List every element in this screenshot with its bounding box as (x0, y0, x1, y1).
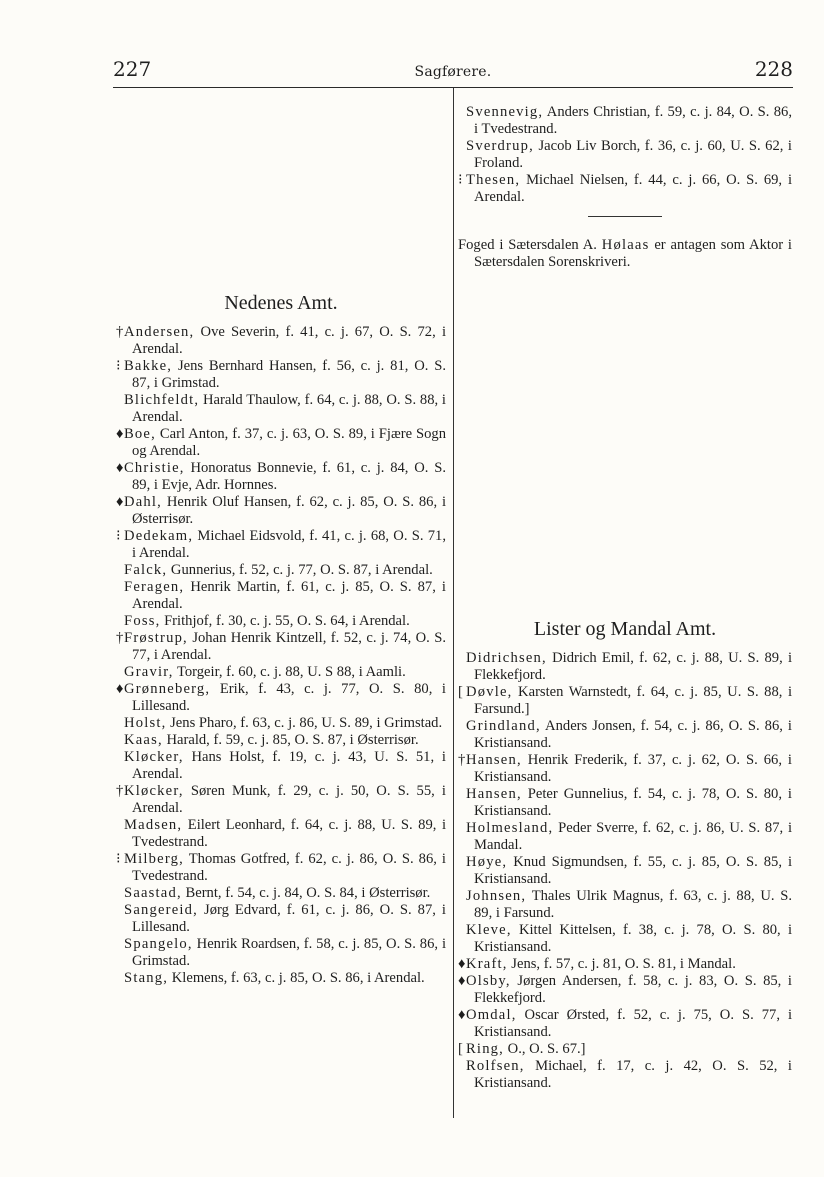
entry-details: Kittel Kittelsen, f. 38, c. j. 78, O. S. 80, i Kristiansand. (474, 922, 792, 955)
right-column-lower (458, 618, 792, 1092)
entry (116, 358, 446, 392)
entry-details: Peter Gunnelius, f. 54, c. j. 78, O. S. 80, i Kristiansand. (474, 786, 792, 819)
entry-details: Jens Pharo, f. 63, c. j. 86, U. S. 89, i Grimstad. (166, 715, 443, 731)
entry-details: Henrik Oluf Hansen, f. 62, c. j. 85, O. S. 86, i Østerrisør. (132, 494, 446, 527)
entry-surname: Holmesland, (466, 820, 554, 836)
entry-surname: Ring, (466, 1041, 505, 1057)
entry-details: Klemens, f. 63, c. j. 85, O. S. 86, i Arendal. (168, 970, 425, 986)
section-rule (588, 216, 662, 217)
entry (116, 562, 446, 579)
page-number-left: 227 (113, 57, 152, 81)
entry-surname: Madsen, (124, 817, 183, 833)
entry-details: Jørg Edvard, f. 61, c. j. 86, O. S. 87, i Lillesand. (132, 902, 446, 935)
entry-surname: Rolfsen, (466, 1058, 525, 1074)
entry (458, 650, 792, 684)
entry-details: Jens Bernhard Hansen, f. 56, c. j. 81, O. S. 87, i Grimstad. (132, 358, 446, 391)
entry (116, 613, 446, 630)
entry-details: Michael, f. 17, c. j. 42, O. S. 52, i Kristiansand. (474, 1058, 792, 1091)
entry-details: Jacob Liv Borch, f. 36, c. j. 60, U. S. 62, i Froland. (474, 138, 792, 171)
entry-details: Eilert Leonhard, f. 64, c. j. 88, U. S. 89, i Tvedestrand. (132, 817, 446, 850)
entry-details: Torgeir, f. 60, c. j. 88, U. S 88, i Aamli. (173, 664, 406, 680)
entry-surname: Boe, (124, 426, 156, 442)
entry-details: Anders Jonsen, f. 54, c. j. 86, O. S. 86, i Kristiansand. (474, 718, 792, 751)
entry (116, 494, 446, 528)
entry (458, 1058, 792, 1092)
entry (458, 138, 792, 172)
entry (116, 902, 446, 936)
page-number-right: 228 (754, 57, 793, 81)
entry-marker: ♦ (116, 460, 124, 476)
entry-details: Jens, f. 57, c. j. 81, O. S. 81, i Mandal. (507, 956, 736, 972)
entry-surname: Sverdrup, (466, 138, 534, 154)
entry-surname: Gravir, (124, 664, 174, 680)
column-divider (453, 88, 454, 1118)
entry (458, 854, 792, 888)
entry-details: Honoratus Bonnevie, f. 61, c. j. 84, O. S. 89, i Evje, Adr. Hornnes. (132, 460, 446, 493)
entry (116, 426, 446, 460)
entry-surname: Grønneberg, (124, 681, 211, 697)
entry-surname: Kløcker, (124, 783, 184, 799)
section-title-nedenes: Nedenes Amt. (224, 292, 338, 314)
entry (116, 392, 446, 426)
entry-marker: ⁝ (116, 528, 121, 544)
entry-surname: Sangereid, (124, 902, 199, 918)
entry-surname: Bakke, (124, 358, 173, 374)
entry-surname: Olsby, (466, 973, 511, 989)
entry-details: Henrik Roardsen, f. 58, c. j. 85, O. S. 86, i Grimstad. (132, 936, 446, 969)
entry-surname: Kløcker, (124, 749, 184, 765)
entry (458, 752, 792, 786)
entry-marker: [ (458, 1041, 463, 1057)
entry-surname: Feragen, (124, 579, 185, 595)
entry-details: Søren Munk, f. 29, c. j. 50, O. S. 55, i Arendal. (132, 783, 446, 816)
entry (116, 528, 446, 562)
entry-details: Erik, f. 43, c. j. 77, O. S. 80, i Lillesand. (132, 681, 446, 714)
entry-details: Thomas Gotfred, f. 62, c. j. 86, O. S. 86, i Tvedestrand. (132, 851, 446, 884)
entry-marker: ⁝ (458, 172, 463, 188)
entry (116, 851, 446, 885)
entry-surname: Saastad, (124, 885, 182, 901)
entry (458, 172, 792, 206)
entry (458, 104, 792, 138)
entry (116, 715, 446, 732)
entry (116, 783, 446, 817)
entry-details: Anders Christian, f. 59, c. j. 84, O. S. 86, i Tvedestrand. (474, 104, 792, 137)
entry-marker: ♦ (458, 973, 466, 989)
entry (458, 956, 792, 973)
entry-surname: Dahl, (124, 494, 163, 510)
entry-marker: † (116, 630, 124, 646)
entry-surname: Kraft, (466, 956, 508, 972)
entry (458, 718, 792, 752)
entry-surname: Kaas, (124, 732, 163, 748)
entry (116, 630, 446, 664)
entry-marker: † (458, 752, 466, 768)
entry-marker: ⁝ (116, 851, 121, 867)
entry-surname: Svennevig, (466, 104, 544, 120)
entry-marker: ♦ (458, 956, 466, 972)
entry-details: Jørgen Andersen, f. 58, c. j. 83, O. S. 85, i Flekkefjord. (474, 973, 792, 1006)
entry (458, 820, 792, 854)
entry-details: Karsten Warnstedt, f. 64, c. j. 85, U. S. 88, i Farsund.] (474, 684, 792, 717)
entry (458, 888, 792, 922)
entry-details: Henrik Frederik, f. 37, c. j. 62, O. S. 66, i Kristiansand. (474, 752, 792, 785)
entry-marker: ♦ (116, 681, 124, 697)
entry-marker: ⁝ (116, 358, 121, 374)
entry-marker: ♦ (116, 426, 124, 442)
entry (458, 1041, 792, 1058)
entry-details: Thales Ulrik Magnus, f. 63, c. j. 88, U. S. 89, i Farsund. (474, 888, 792, 921)
entry-marker: † (116, 783, 124, 799)
entry-surname: Døvle, (466, 684, 513, 700)
entry (458, 922, 792, 956)
entry-marker: † (116, 324, 124, 340)
entry-surname: Thesen, (466, 172, 521, 188)
notice-text (458, 237, 792, 271)
entry-list-continued (458, 104, 792, 206)
entry-list-lister-mandal (458, 650, 792, 1092)
entry-details: Peder Sverre, f. 62, c. j. 86, U. S. 87, i Mandal. (474, 820, 792, 853)
entry-details: Knud Sigmundsen, f. 55, c. j. 85, O. S. 85, i Kristiansand. (474, 854, 792, 887)
entry (116, 817, 446, 851)
entry-details: Oscar Ørsted, f. 52, c. j. 75, O. S. 77, i Kristiansand. (474, 1007, 792, 1040)
entry (116, 732, 446, 749)
entry (116, 324, 446, 358)
entry-surname: Hansen, (466, 752, 522, 768)
entry-marker: [ (458, 684, 463, 700)
notice-prefix: Foged i Sætersdalen A. (458, 237, 602, 253)
entry-surname: Andersen, (124, 324, 195, 340)
entry-details: Carl Anton, f. 37, c. j. 63, O. S. 89, i Fjære Sogn og Arendal. (132, 426, 446, 459)
entry-surname: Kleve, (466, 922, 512, 938)
entry-surname: Frøstrup, (124, 630, 188, 646)
entry-surname: Grindland, (466, 718, 541, 734)
running-header (113, 57, 793, 83)
entry-surname: Christie, (124, 460, 185, 476)
running-title: Sagførere. (414, 64, 492, 80)
entry-surname: Høye, (466, 854, 508, 870)
entry-surname: Johnsen, (466, 888, 527, 904)
notice-name: Hølaas (601, 237, 650, 253)
entry-surname: Spangelo, (124, 936, 193, 952)
notice-suffix: er antagen som Aktor i Sætersdalen Sorenskriveri. (474, 237, 792, 270)
entry (458, 1007, 792, 1041)
entry-surname: Dedekam, (124, 528, 194, 544)
entry-details: Frithjof, f. 30, c. j. 55, O. S. 64, i Arendal. (160, 613, 410, 629)
entry (458, 684, 792, 718)
entry-details: Gunnerius, f. 52, c. j. 77, O. S. 87, i Arendal. (167, 562, 433, 578)
entry-marker: ♦ (458, 1007, 466, 1023)
entry (458, 786, 792, 820)
entry (116, 460, 446, 494)
entry-details: Didrich Emil, f. 62, c. j. 88, U. S. 89, i Flekkefjord. (474, 650, 792, 683)
entry-details: Ove Severin, f. 41, c. j. 67, O. S. 72, i Arendal. (132, 324, 446, 357)
entry (116, 749, 446, 783)
right-column (458, 104, 792, 271)
entry-details: Henrik Martin, f. 61, c. j. 85, O. S. 87, i Arendal. (132, 579, 446, 612)
entry-surname: Falck, (124, 562, 168, 578)
entry (116, 936, 446, 970)
entry-surname: Foss, (124, 613, 161, 629)
entry-surname: Milberg, (124, 851, 185, 867)
entry-details: Harald, f. 59, c. j. 85, O. S. 87, i Østerrisør. (162, 732, 419, 748)
entry-details: Hans Holst, f. 19, c. j. 43, U. S. 51, i Arendal. (132, 749, 446, 782)
left-column (116, 292, 446, 987)
entry (116, 885, 446, 902)
entry-surname: Hansen, (466, 786, 522, 802)
entry-list-nedenes (116, 324, 446, 987)
entry-surname: Didrichsen, (466, 650, 547, 666)
entry-details: Bernt, f. 54, c. j. 84, O. S. 84, i Østerrisør. (181, 885, 431, 901)
entry-details: Michael Eidsvold, f. 41, c. j. 68, O. S. 71, i Arendal. (132, 528, 446, 561)
entry-surname: Stang, (124, 970, 169, 986)
entry (458, 973, 792, 1007)
entry-details: Michael Nielsen, f. 44, c. j. 66, O. S. 69, i Arendal. (474, 172, 792, 205)
entry-marker: ♦ (116, 494, 124, 510)
entry (116, 579, 446, 613)
entry-details: O., O. S. 67.] (504, 1041, 586, 1057)
entry-surname: Omdal, (466, 1007, 517, 1023)
section-title-lister-mandal: Lister og Mandal Amt. (533, 618, 717, 640)
entry (116, 681, 446, 715)
entry (116, 970, 446, 987)
entry-surname: Holst, (124, 715, 167, 731)
entry (116, 664, 446, 681)
entry-details: Harald Thaulow, f. 64, c. j. 88, O. S. 88, i Arendal. (132, 392, 446, 425)
entry-surname: Blichfeldt, (124, 392, 200, 408)
entry-details: Johan Henrik Kintzell, f. 52, c. j. 74, O. S. 77, i Arendal. (132, 630, 446, 663)
